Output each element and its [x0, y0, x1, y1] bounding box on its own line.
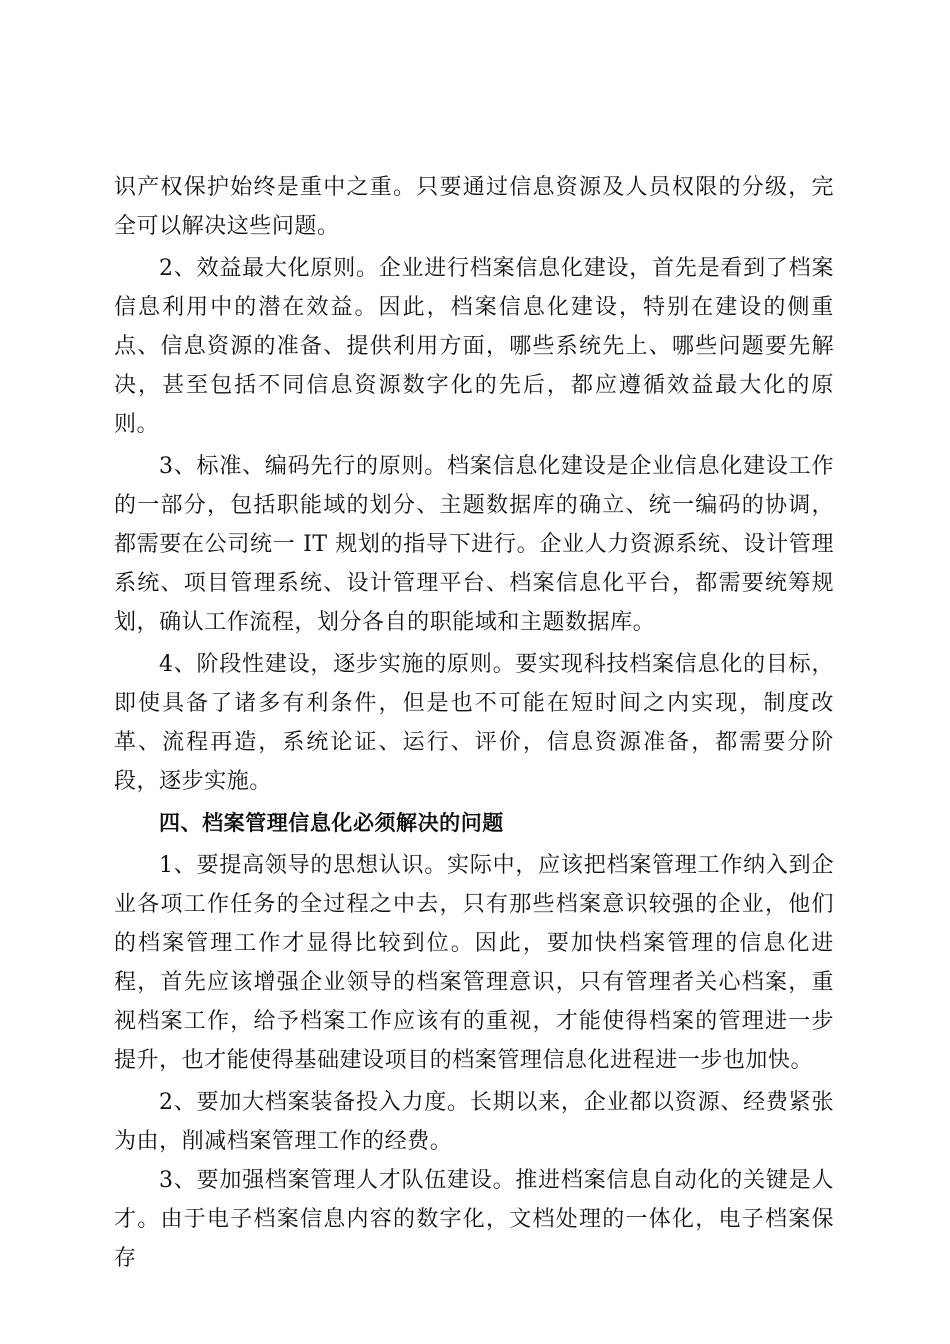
- paragraph-issue-3: 3、要加强档案管理人才队伍建设。推进档案信息自动化的关键是人才。由于电子档案信息内容的数字化，文档处理的一体化，电子档案保存: [114, 1168, 834, 1271]
- paragraph-continuation: 识产权保护始终是重中之重。只要通过信息资源及人员权限的分级，完全可以解决这些问题。: [114, 175, 834, 239]
- paragraph-issue-2: 2、要加大档案装备投入力度。长期以来，企业都以资源、经费紧张为由，削减档案管理工作的经费。: [114, 1090, 834, 1154]
- document-body: [114, 168, 834, 1281]
- paragraph-issue-1: 1、要提高领导的思想认识。实际中，应该把档案管理工作纳入到企业各项工作任务的全过程之中去，只有那些档案意识较强的企业，他们的档案管理工作才显得比较到位。因此，要加快档案管理的信息化进程，首先应该增强企业领导的档案管理意识，只有管理者关心档案，重视档案工作，给予档案工作应该有的重视，才能使得档案的管理进一步提升，也才能使得基础建设项目的档案管理信息化进程进一步也加快。: [114, 853, 834, 1073]
- paragraph-principle-2: 2、效益最大化原则。企业进行档案信息化建设，首先是看到了档案信息利用中的潜在效益。因此，档案信息化建设，特别在建设的侧重点、信息资源的准备、提供利用方面，哪些系统先上、哪些问题要先解决，甚至包括不同信息资源数字化的先后，都应遵循效益最大化的原则。: [114, 256, 834, 437]
- section-heading-4: 四、档案管理信息化必须解决的问题: [159, 811, 504, 835]
- paragraph-principle-4: 4、阶段性建设，逐步实施的原则。要实现科技档案信息化的目标，即使具备了诸多有利条件，但是也不可能在短时间之内实现，制度改革、流程再造，系统论证、运行、评价，信息资源准备，都需要分阶段，逐步实施。: [114, 652, 834, 794]
- paragraph-principle-3: 3、标准、编码先行的原则。档案信息化建设是企业信息化建设工作的一部分，包括职能域的划分、主题数据库的确立、统一编码的协调，都需要在公司统一 IT 规划的指导下进行。企业人力资源系统、设计管理系统、项目管理系统、设计管理平台、档案信息化平台，都需要统筹规划，确认工作流程，划分各自的职能域和主题数据库。: [114, 454, 834, 635]
